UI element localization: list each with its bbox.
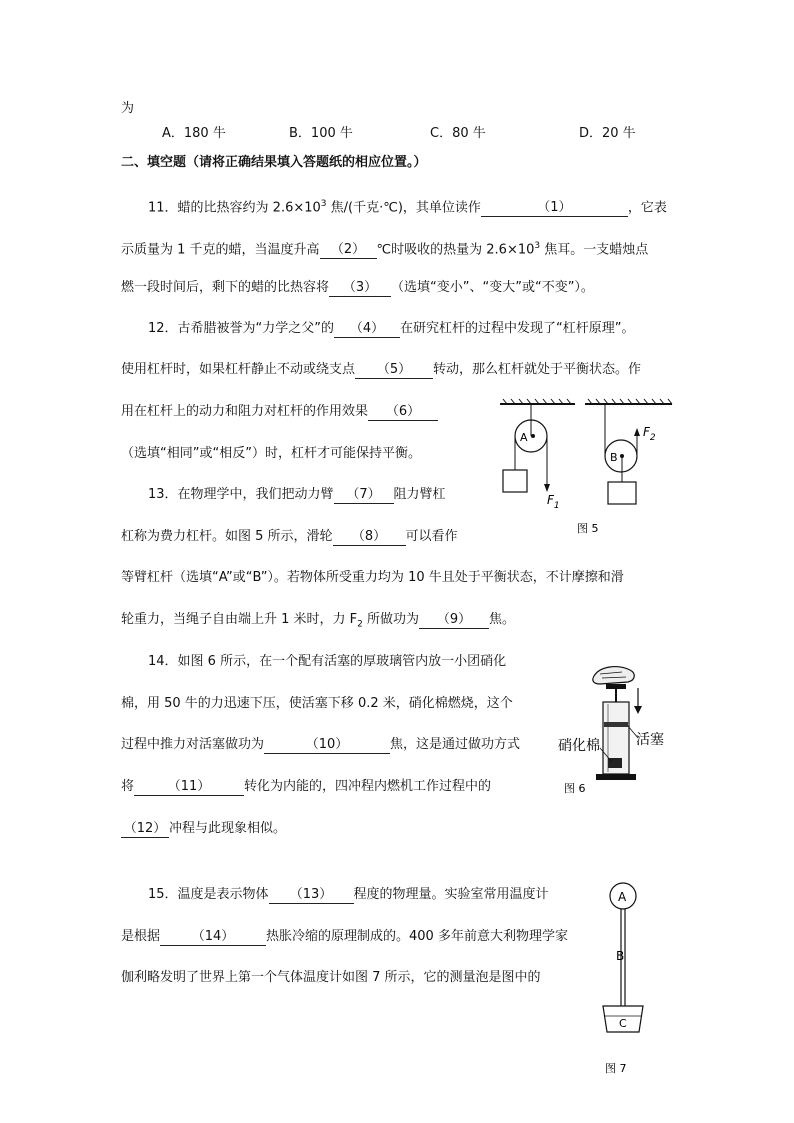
label-nitrocellulose: 硝化棉 [558,738,600,754]
q12-line4: （选填“相同”或“相反”）时，杠杆才可能保持平衡。 [121,446,421,461]
q13-line1 [148,487,446,504]
q15-line2 [121,929,568,946]
prev-question-tail: 为 [121,101,135,116]
q13-text: 轮重力，当绳子自由端上升 1 米时，力 F [121,612,358,627]
label-a: A [618,890,627,904]
q12-text: 在研究杠杆的过程中发现了“杠杆原理”。 [400,321,635,336]
q13-text: 杠称为费力杠杆。如图 5 所示，滑轮 [121,529,333,544]
base [596,774,636,780]
figure-6-caption: 图 6 [564,782,586,795]
answer-blank-9[interactable]: （9） [419,612,489,629]
label-b: B [616,949,625,963]
q14-text: 过程中推力对活塞做功为 [121,737,265,752]
q12-line2 [121,362,641,379]
q15-line3: 伽利略发明了世界上第一个气体温度计如图 7 所示，它的测量泡是图中的 [121,970,541,985]
q13-line4 [121,612,515,633]
answer-blank-11[interactable]: （11） [134,779,244,796]
q11-text: ℃时吸收的热量为 2.6×10 [376,242,535,258]
section-heading: 二、填空题（请将正确结果填入答题纸的相应位置。） [121,155,427,170]
figure-5-caption: 图 5 [577,522,599,535]
figure-7-thermoscope [595,880,655,1075]
q11-text: ，它表 [627,200,667,216]
piston-handle [606,684,626,689]
answer-blank-14[interactable]: （14） [160,929,266,946]
q11-text: 燃一段时间后，剩下的蜡的比热容将 [121,280,330,295]
q15-text: 15．温度是表示物体 [148,887,269,902]
q11-line3 [121,280,594,297]
answer-blank-6[interactable]: （6） [368,404,438,421]
answer-blank-12[interactable]: （12） [121,821,169,838]
q13-line2 [121,529,458,546]
q11-exponent: 3 [534,241,541,251]
q12-text: 用在杠杆上的动力和阻力对杠杆的作用效果 [121,404,369,419]
q13-text: 阻力臂杠 [393,487,446,502]
q11-text: 焦耳。一支蜡烛点 [540,242,649,258]
q14-text: 冲程与此现象相似。 [169,821,287,836]
q15-line1 [148,887,549,904]
figure-7-caption: 图 7 [605,1062,627,1075]
answer-blank-1[interactable]: （1） [481,200,628,217]
q14-text: 将 [121,779,135,794]
answer-blank-3[interactable]: （3） [329,280,391,297]
q12-text: 转动，那么杠杆就处于平衡状态。作 [433,362,642,377]
option-b: B．100 牛 [289,126,353,141]
q15-text: 是根据 [121,929,161,944]
answer-blank-2[interactable]: （2） [320,242,377,259]
hand-icon [593,667,634,684]
q13-subscript: 2 [357,619,363,630]
arrow-down-icon [634,688,642,714]
ceiling-left [500,399,575,404]
ceiling-right [585,399,672,404]
q12-text: 12．古希腊被誉为“力学之父”的 [148,321,335,336]
force-f1-label: $F_1$ [547,493,560,511]
q13-text: 13．在物理学中，我们把动力臂 [148,487,334,502]
answer-blank-13[interactable]: （13） [269,887,354,904]
figure-5-pulleys [495,398,675,535]
label-piston: 活塞 [636,732,664,748]
glass-tube [603,702,629,774]
q11-text: 焦/(千克·℃)，其单位读作 [326,200,481,216]
q15-text: 程度的物理量。实验室常用温度计 [353,887,549,902]
answer-blank-7[interactable]: （7） [334,487,394,504]
q14-line4 [121,779,491,796]
pulley-a [503,404,550,492]
q14-text: 转化为内能的，四冲程内燃机工作过程中的 [244,779,492,794]
figure-6-fire-syringe [556,662,676,795]
option-c: C．80 牛 [430,126,486,141]
q14-text: 焦，这是通过做功方式 [390,737,521,752]
q12-line3 [121,404,438,421]
q11-line2 [121,238,648,259]
q13-text: 可以看作 [405,529,458,544]
pulley-b-label: B [610,451,618,464]
answer-blank-10[interactable]: （10） [264,737,390,754]
q15-text: 热胀冷缩的原理制成的。400 多年前意大利物理学家 [266,929,568,944]
q11-text: 11．蜡的比热容约为 2.6×10 [148,200,321,216]
q14-line1: 14．如图 6 所示，在一个配有活塞的厚玻璃管内放一小团硝化 [148,654,507,669]
q12-line1 [148,321,635,338]
q11-exponent: 3 [320,199,327,209]
force-f2-label: $F_2$ [643,425,656,443]
q11-text: 示质量为 1 千克的蜡，当温度升高 [121,242,320,258]
q11-text: （选填“变小”、“变大”或“不变”）。 [391,280,594,295]
q14-line3 [121,737,520,754]
answer-blank-4[interactable]: （4） [334,321,400,338]
answer-blank-8[interactable]: （8） [333,529,406,546]
option-a: A．180 牛 [162,126,226,141]
q14-line2: 棉，用 50 牛的力迅速下压，使活塞下移 0.2 米，硝化棉燃烧，这个 [121,696,513,711]
q13-text: 焦。 [489,612,516,627]
q13-text: 所做功为 [362,612,420,627]
label-c: C [619,1017,627,1030]
q12-text: 使用杠杆时，如果杠杆静止不动或绕支点 [121,362,356,377]
q13-line3: 等臂杠杆（选填“A”或“B”）。若物体所受重力均为 10 牛且处于平衡状态，不计摩擦和滑 [121,570,624,585]
pulley-a-label: A [520,431,528,444]
answer-blank-5[interactable]: （5） [355,362,433,379]
q11-line1 [148,196,667,217]
q14-line5 [121,821,286,838]
option-d: D．20 牛 [579,126,636,141]
